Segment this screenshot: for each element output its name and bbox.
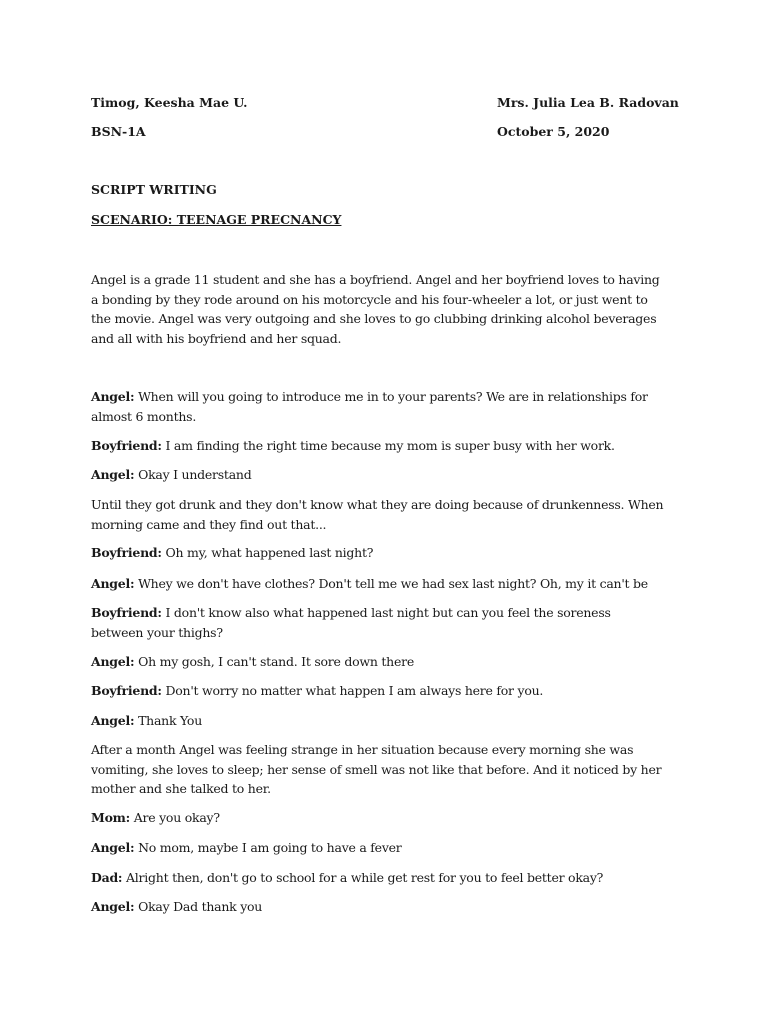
speaker-label: Angel: <box>91 576 135 591</box>
script-line <box>91 603 666 642</box>
intro-paragraph: Angel is a grade 11 student and she has a boyfriend. Angel and her boyfriend loves to having a bonding by they rode around on his motorcycle and his four-wheeler a lot, or just went to the movie. Angel was very outgoing and she loves to go clubbing drinking alcohol beverages and all with his boyfriend and her squad. <box>91 272 660 346</box>
speaker-label: Angel: <box>91 467 135 482</box>
script-line <box>91 465 666 485</box>
line-text: Are you okay? <box>130 810 220 825</box>
line-text: No mom, maybe I am going to have a fever <box>134 840 402 855</box>
speaker-label: Mom: <box>91 810 131 825</box>
line-text: Okay I understand <box>134 467 252 482</box>
script-line <box>91 681 666 701</box>
script-line <box>91 711 666 731</box>
script-line <box>91 543 666 563</box>
section: BSN-1A <box>91 124 146 139</box>
document-heading: SCRIPT WRITING <box>91 182 217 197</box>
speaker-label: Boyfriend: <box>91 438 162 453</box>
line-text: I am finding the right time because my mom is super busy with her work. <box>161 438 615 453</box>
line-text: Okay Dad thank you <box>134 899 263 914</box>
script-line <box>91 868 666 888</box>
line-text: Until they got drunk and they don't know what they are doing because of drunkenness. When morning came and they find out that... <box>91 497 664 532</box>
speaker-label: Angel: <box>91 389 135 404</box>
instructor-name: Mrs. Julia Lea B. Radovan <box>497 95 679 110</box>
narration-line <box>91 495 666 534</box>
speaker-label: Boyfriend: <box>91 683 162 698</box>
line-text: I don't know also what happened last night but can you feel the soreness between your thighs? <box>91 605 611 640</box>
script-line <box>91 436 666 456</box>
script-line <box>91 808 666 828</box>
line-text: When will you going to introduce me in to your parents? We are in relationships for almost 6 months. <box>91 389 648 424</box>
line-text: Thank You <box>134 713 202 728</box>
script-line <box>91 574 666 594</box>
line-text: Oh my, what happened last night? <box>161 545 374 560</box>
script-line <box>91 897 666 917</box>
line-text: Alright then, don't go to school for a while get rest for you to feel better okay? <box>122 870 604 885</box>
speaker-label: Angel: <box>91 840 135 855</box>
student-name: Timog, Keesha Mae U. <box>91 95 248 110</box>
script-line <box>91 387 666 426</box>
speaker-label: Angel: <box>91 713 135 728</box>
line-text: Don't worry no matter what happen I am always here for you. <box>161 683 544 698</box>
line-text: Whey we don't have clothes? Don't tell me we had sex last night? Oh, my it can't be <box>134 576 648 591</box>
document-date: October 5, 2020 <box>497 124 610 139</box>
narration-line <box>91 740 666 799</box>
speaker-label: Angel: <box>91 899 135 914</box>
speaker-label: Boyfriend: <box>91 545 162 560</box>
line-text: After a month Angel was feeling strange in her situation because every morning she was vomiting, she loves to sleep; her sense of smell was not like that before. And it noticed by her mother and she talked to her. <box>91 742 662 796</box>
script-line <box>91 652 666 672</box>
script-line <box>91 838 666 858</box>
speaker-label: Angel: <box>91 654 135 669</box>
speaker-label: Dad: <box>91 870 123 885</box>
line-text: Oh my gosh, I can't stand. It sore down there <box>134 654 414 669</box>
speaker-label: Boyfriend: <box>91 605 162 620</box>
scenario-title: SCENARIO: TEENAGE PRECNANCY <box>91 212 342 227</box>
